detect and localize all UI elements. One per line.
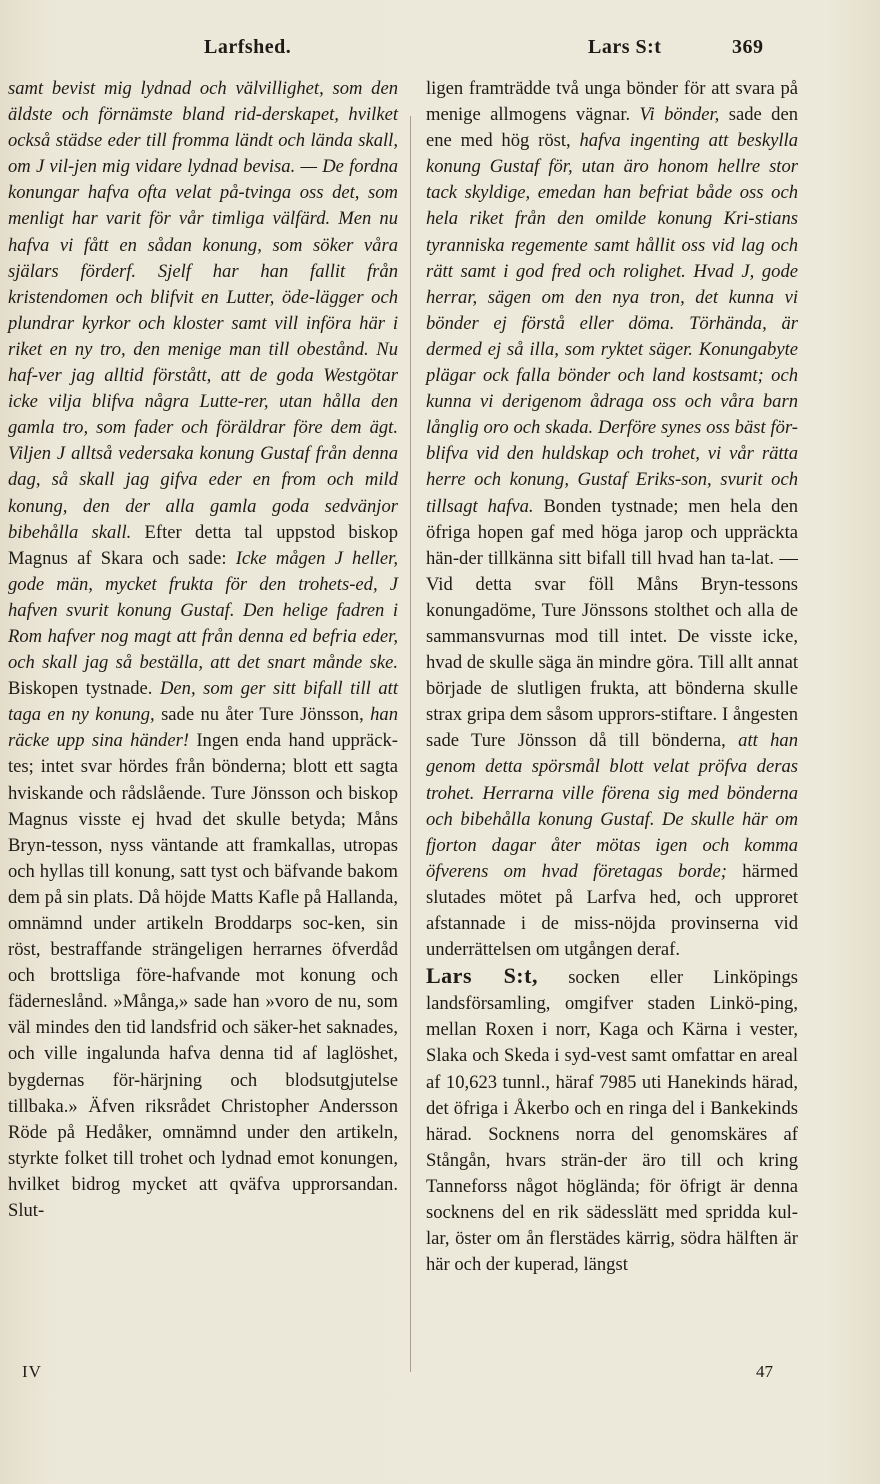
text-run: Den, som ger sitt bifall till att taga en ny konung, xyxy=(8,678,399,726)
text-run: Ingen enda hand uppräck-tes; intet svar hördes från bönderna; blott ett sagta hviskande och rådslående. Ture Jönsson och biskop Magnus visste ej hvad det skulle betyda; Måns Bryn-tesson, nyss väntande att framkallas, utropas och hyllas till konung, satt tyst och bäfvande bakom dem på sin plats. Då höjde Matts Kafle på Hallanda, omnämnd under artikeln Broddarps soc-ken, sin röst, bestraffande strängeligen herrarnes öfverdåd och brottsliga före-hafvande mot konung och fäderneslånd. »Många,» sade han »voro de nu, som väl mindes den tid landsfrid och säker-het saknades, och ville ingalunda hafva denna tid af laglöshet, bygdernas för-härjning och blodsutgjutelse tillbaka.» Äfven riksrådet Christopher Andersson Röde på Hedåker, omnämnd under den artikeln, styrkte folket till trohet och lydnad emot konungen, hvilket bidrog mycket att qväfva upprorsandan. Slut- xyxy=(8,730,398,1222)
text-run: hafva ingenting att beskylla konung Gustaf för, utan äro honom hellre stor tack skyldige, emedan han befriat både oss och hela riket från den omilde konung Kri-stians tyranniska regemente samt hållit oss vid lag och rätt samt i god fred och rolighet. Hvad J, gode herrar, sägen om den nya tron, det kunna vi bönder ej förstå eller döma. Törhända, är dermed ej så illa, som ryktet säger. Konungabyte plägar ock falla bönder och land kostsamt; och kunna vi derigenom ådraga oss och våra barn långlig oro och skada. Derföre synes oss bäst för-blifva vid den huldskap och trohet, vi vår rätta herre och konung, Gustaf Eriks-son, svurit och tillsagt hafva. xyxy=(426,130,798,517)
signature-mark: IV xyxy=(22,1362,42,1381)
entry-text: socken eller Linköpings landsförsamling, omgifver staden Linkö-ping, mellan Roxen i norr, Kaga och Kärna i vester, Slaka och Skeda i syd-vest samt omfattar en areal af 10,623 tunnl., häraf 7985 uti Hanekinds härad, det öfriga i Åkerbo och en ringa del i Bankekinds härad. Socknens norra del genomskäres af Stångån, hvars strän-der äro till och kring Tanneforss något högländа; för öfrigt är denna socknens del en rik sädesslätt med spridda kul-lar, öster om ån flerstädes kärrig, södra hälften är här och der kuperad, längst xyxy=(426,967,798,1276)
text-run: Icke mågen J heller, gode män, mycket frukta för den trohets-ed, J hafven svurit konung Gustaf. Den helige fadren i Rom hafver nog magt att från denna ed befria eder, och skall jag så beställa, att det snart månde ske. xyxy=(8,547,398,674)
entry-paragraph xyxy=(426,963,798,1278)
text-run: Vi bönder, xyxy=(639,104,720,126)
text-run: Bonden tystnade; men hela den öfriga hopen gaf med höga jarop och uppräckta hän-der tillkänna sitt bifall till hvad han ta-lat. — Vid detta svar föll Måns Bryn-tessons konungadöme, Ture Jönssons stolthet och alla de sammansvurnas mod till intet. De visste icke, hvad de skulle säga än mindre göra. Till allt annat började de slutligen frukta, att bönderna skulle strax gripa dem såsom upprors-stiftare. I ångesten sade Ture Jönsson då till bönderna, xyxy=(426,495,798,752)
header-right-title: Lars S:t xyxy=(588,36,662,58)
right-column xyxy=(426,76,798,1278)
left-column xyxy=(8,76,398,1224)
right-column-text xyxy=(426,76,798,963)
folio-number: 47 xyxy=(756,1362,773,1381)
page-number: 369 xyxy=(732,36,764,58)
text-run: ligen framträdde två unga bönder för att svara på menige allmogens vägnar. xyxy=(426,78,798,126)
text-run: samt bevist mig lydnad och välvillighet, som den äldste och förnämste bland rid-derskapet, hvilket också städse eder till fromma ländt och lända skall, om J vil-jen mig vidare lydnad bevisa. — De fordna konungar hafva ofta velat på-tvinga oss det, som menligt har varit för vår timliga välfärd. Men nu hafva vi fått en sådan konung, som söker våra själars förderf. Sjelf har han fallit från kristendomen och blifvit en Lutter, öde-lägger och plundrar kyrkor och kloster samt vill införa här i riket en ny tro, den menige man till obestånd. Nu haf-ver jag alltid förstått, att de goda Westgötar icke vilja blifva några Lutte-rer, utan hålla den gamla tro, som fader och föräldrar före dem ägt. Viljen J alltså vedersaka konung Gustaf från denna dag, så skall jag gifva eder en from och mild konung, den der alla gamla goda sedvänjor bibehålla skall. xyxy=(8,78,398,543)
left-column-text xyxy=(8,76,398,1224)
column-divider xyxy=(410,116,411,1372)
header-left-title: Larfshed. xyxy=(204,36,292,58)
text-run: Biskopen tystnade. xyxy=(8,678,160,700)
text-run: att han genom detta spörsmål blott velat pröfva deras trohet. Herrarna ville förena sig med bönderna och bibehålla konung Gustaf. De skulle här om fjorton dagar åter mötas igen och komma öfverens om hvad företagas borde; xyxy=(426,730,799,882)
text-run: härmed slutades mötet på Larfva hed, och upproret afstannade i de miss-nöjda provinserna vid underrättelsen om utgången deraf. xyxy=(426,860,799,961)
text-run: han räcke upp sina händer! xyxy=(8,704,398,752)
text-run: sade nu åter Ture Jönsson, xyxy=(154,704,371,726)
entry-headword: Lars S:t, xyxy=(426,963,538,989)
text-run: Efter detta tal uppstod biskop Magnus af Skara och sade: xyxy=(8,521,398,569)
running-header xyxy=(0,36,880,66)
text-run: sade den ene med hög röst, xyxy=(426,104,798,152)
